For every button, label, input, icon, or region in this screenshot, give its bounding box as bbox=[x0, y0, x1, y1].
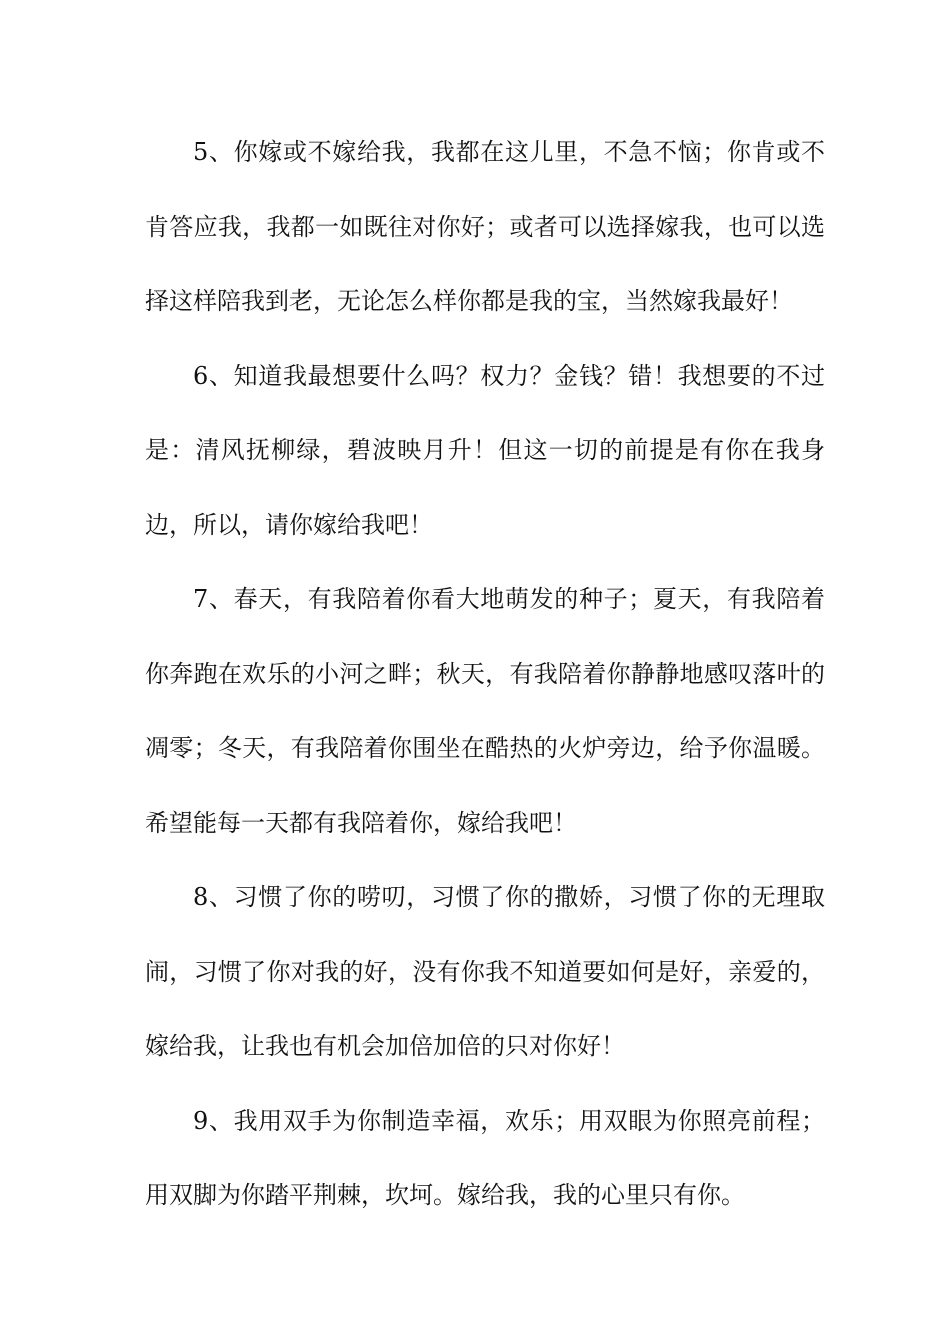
document-body bbox=[145, 115, 825, 1233]
paragraph-8: 8、习惯了你的唠叨，习惯了你的撒娇，习惯了你的无理取闹，习惯了你对我的好，没有你我不知道要如何是好，亲爱的，嫁给我，让我也有机会加倍加倍的只对你好！ bbox=[145, 883, 825, 1060]
paragraph-6: 6、知道我最想要什么吗？权力？金钱？错！我想要的不过是：清风抚柳绿，碧波映月升！但这一切的前提是有你在我身边，所以，请你嫁给我吧！ bbox=[145, 361, 825, 539]
paragraph-7: 7、春天，有我陪着你看大地萌发的种子；夏天，有我陪着你奔跑在欢乐的小河之畔；秋天，有我陪着你静静地感叹落叶的凋零；冬天，有我陪着你围坐在酷热的火炉旁边，给予你温暖。希望能每一天都有我陪着你，嫁给我吧！ bbox=[145, 585, 825, 837]
paragraph-5: 5、你嫁或不嫁给我，我都在这儿里，不急不恼；你肯或不肯答应我，我都一如既往对你好；或者可以选择嫁我，也可以选择这样陪我到老，无论怎么样你都是我的宝，当然嫁我最好！ bbox=[145, 138, 825, 315]
paragraph-9: 9、我用双手为你制造幸福，欢乐；用双眼为你照亮前程；用双脚为你踏平荆棘，坎坷。嫁给我，我的心里只有你。 bbox=[145, 1106, 825, 1209]
